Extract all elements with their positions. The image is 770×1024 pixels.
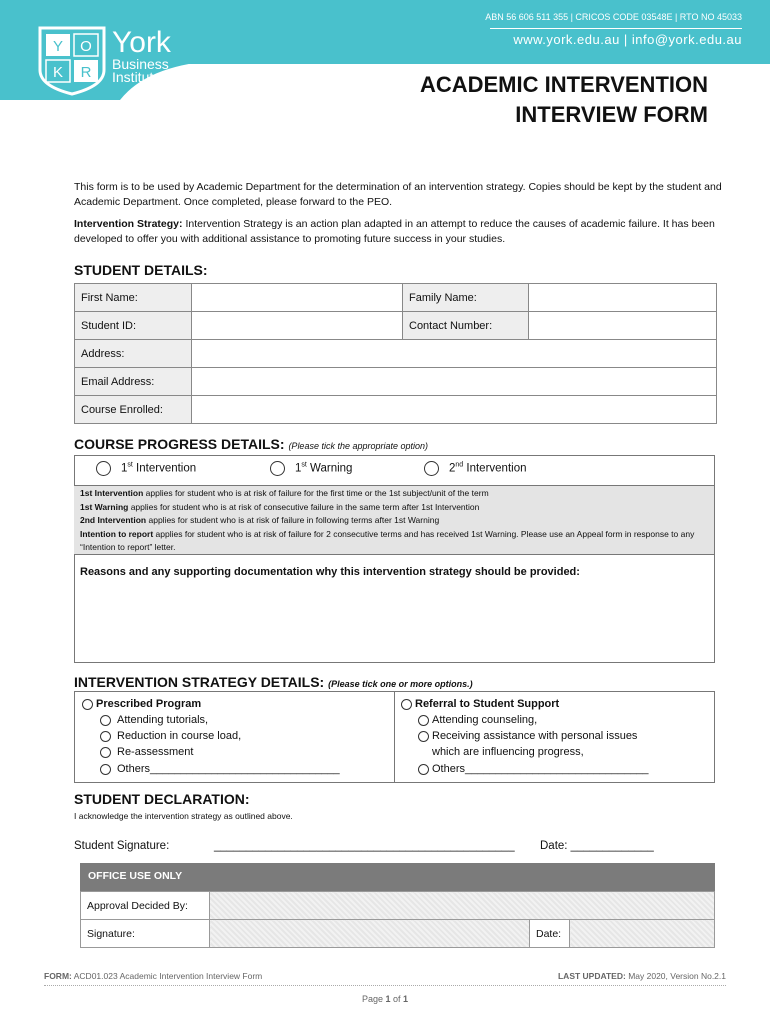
family-name-field[interactable]	[529, 284, 717, 312]
attending-tutorials-option[interactable]: Attending tutorials,	[100, 712, 208, 729]
student-signature-field[interactable]: _______________________________________________	[214, 840, 515, 852]
title-line1: ACADEMIC INTERVENTION	[419, 72, 708, 97]
reduction-load-option[interactable]: Reduction in course load,	[100, 728, 241, 745]
header-rule	[490, 28, 742, 29]
course-progress-title: COURSE PROGRESS DETAILS:	[74, 436, 285, 452]
strategy-divider	[394, 691, 395, 783]
strategy-text: Intervention Strategy is an action plan adapted in an attempt to reduce the causes of academic failure. It has been developed to offer you with additional assistance to promoting future success in your studies.	[74, 218, 715, 245]
logo-name: York	[112, 26, 171, 59]
course-progress-note: (Please tick the appropriate option)	[288, 441, 429, 451]
approval-label: Approval Decided By:	[81, 892, 210, 920]
intro-paragraph: This form is to be used by Academic Department for the determination of an intervention strategy. Copies should be kept by the student and Academic Department. Once completed, please forward to the PEO.	[74, 181, 722, 208]
definition-first-intervention: 1st Intervention applies for student who is at risk of failure for the first time or the 1st subject/unit of the term	[80, 488, 489, 498]
office-use-section	[80, 863, 715, 948]
personal-issues-continued: which are influencing progress,	[432, 746, 584, 758]
reassessment-radio[interactable]	[100, 747, 111, 758]
first-name-label: First Name:	[75, 284, 192, 312]
office-use-heading: OFFICE USE ONLY	[80, 863, 715, 891]
attending-tutorials-radio[interactable]	[100, 715, 111, 726]
others-left-radio[interactable]	[100, 764, 111, 775]
others-left-option[interactable]: Others_______________________________	[100, 761, 340, 778]
others-right-option[interactable]: Others______________________________	[418, 761, 649, 778]
student-details-table	[74, 283, 717, 424]
logo-letter-y: Y	[52, 38, 64, 55]
second-intervention-radio[interactable]	[424, 461, 439, 476]
approval-field[interactable]	[210, 892, 715, 920]
logo-sub1: Business	[112, 56, 169, 72]
logo-wordmark	[112, 28, 171, 84]
contact-number-label: Contact Number:	[403, 312, 529, 340]
reduction-load-radio[interactable]	[100, 731, 111, 742]
strategy-label: Intervention Strategy:	[74, 218, 183, 230]
form-title	[420, 70, 708, 130]
declaration-date-field[interactable]: Date: _____________	[540, 840, 654, 852]
prescribed-program-radio[interactable]	[82, 699, 93, 710]
referral-option[interactable]: Referral to Student Support	[401, 696, 559, 713]
reasons-field[interactable]	[80, 584, 708, 658]
logo-sub2: Institute	[112, 69, 162, 85]
progress-definitions	[74, 485, 714, 555]
others-right-radio[interactable]	[418, 764, 429, 775]
first-intervention-radio[interactable]	[96, 461, 111, 476]
reasons-label: Reasons and any supporting documentation why this intervention strategy should be provided:	[80, 566, 580, 578]
office-signature-field[interactable]	[210, 920, 530, 948]
student-id-label: Student ID:	[75, 312, 192, 340]
referral-radio[interactable]	[401, 699, 412, 710]
course-progress-heading	[74, 436, 428, 452]
personal-issues-option[interactable]: Receiving assistance with personal issues	[418, 728, 637, 745]
student-id-field[interactable]	[192, 312, 403, 340]
strategy-note: (Please tick one or more options.)	[328, 679, 473, 689]
footer-form-info: FORM: ACD01.023 Academic Intervention Interview Form	[44, 971, 263, 981]
email-field[interactable]	[192, 368, 717, 396]
definition-second-intervention: 2nd Intervention applies for student who is at risk of failure in following terms after 1st Warning	[80, 515, 440, 525]
student-signature-label: Student Signature:	[74, 840, 170, 852]
office-use-table	[80, 891, 715, 948]
footer-updated-info: LAST UPDATED: May 2020, Version No.2.1	[557, 971, 726, 981]
strategy-heading	[74, 674, 473, 690]
strategy-paragraph	[74, 217, 724, 247]
first-name-field[interactable]	[192, 284, 403, 312]
footer-rule	[44, 985, 726, 986]
option-second-intervention[interactable]: 2nd Intervention	[424, 461, 527, 476]
option-first-intervention[interactable]: 1st Intervention	[96, 461, 196, 476]
address-label: Address:	[75, 340, 192, 368]
registration-line: ABN 56 606 511 355 | CRICOS CODE 03548E | RTO NO 45033	[485, 12, 742, 22]
logo-letter-r: R	[80, 64, 92, 81]
york-logo-icon	[36, 24, 108, 96]
declaration-note: I acknowledge the intervention strategy as outlined above.	[74, 811, 293, 821]
logo-letter-o: O	[80, 38, 92, 55]
email-label: Email Address:	[75, 368, 192, 396]
prescribed-program-option[interactable]: Prescribed Program	[82, 696, 201, 713]
declaration-heading: STUDENT DECLARATION:	[74, 791, 250, 807]
office-signature-label: Signature:	[81, 920, 210, 948]
page-number: Page 1 of 1	[361, 994, 409, 1004]
option-first-warning[interactable]: 1st Warning	[270, 461, 352, 476]
definition-intention-to-report: Intention to report applies for student who is at risk of failure for 2 consecutive terms and has received 1st Warning. Please use an Appeal form in response to any “Intention to report” letter.	[80, 528, 695, 552]
reassessment-option[interactable]: Re-assessment	[100, 744, 193, 761]
office-date-field[interactable]	[570, 920, 715, 948]
course-field[interactable]	[192, 396, 717, 424]
course-label: Course Enrolled:	[75, 396, 192, 424]
personal-issues-radio[interactable]	[418, 731, 429, 742]
student-details-heading: STUDENT DETAILS:	[74, 262, 208, 278]
web-contact: www.york.edu.au | info@york.edu.au	[513, 32, 742, 47]
attending-counseling-option[interactable]: Attending counseling,	[418, 712, 537, 729]
strategy-title: INTERVENTION STRATEGY DETAILS:	[74, 674, 325, 690]
logo-letter-k: K	[52, 64, 64, 81]
family-name-label: Family Name:	[403, 284, 529, 312]
contact-number-field[interactable]	[529, 312, 717, 340]
address-field[interactable]	[192, 340, 717, 368]
title-line2: INTERVIEW FORM	[515, 102, 708, 127]
first-warning-radio[interactable]	[270, 461, 285, 476]
office-date-label: Date:	[530, 920, 570, 948]
attending-counseling-radio[interactable]	[418, 715, 429, 726]
definition-first-warning: 1st Warning applies for student who is at risk of consecutive failure in the same term after 1st Intervention	[80, 501, 480, 512]
